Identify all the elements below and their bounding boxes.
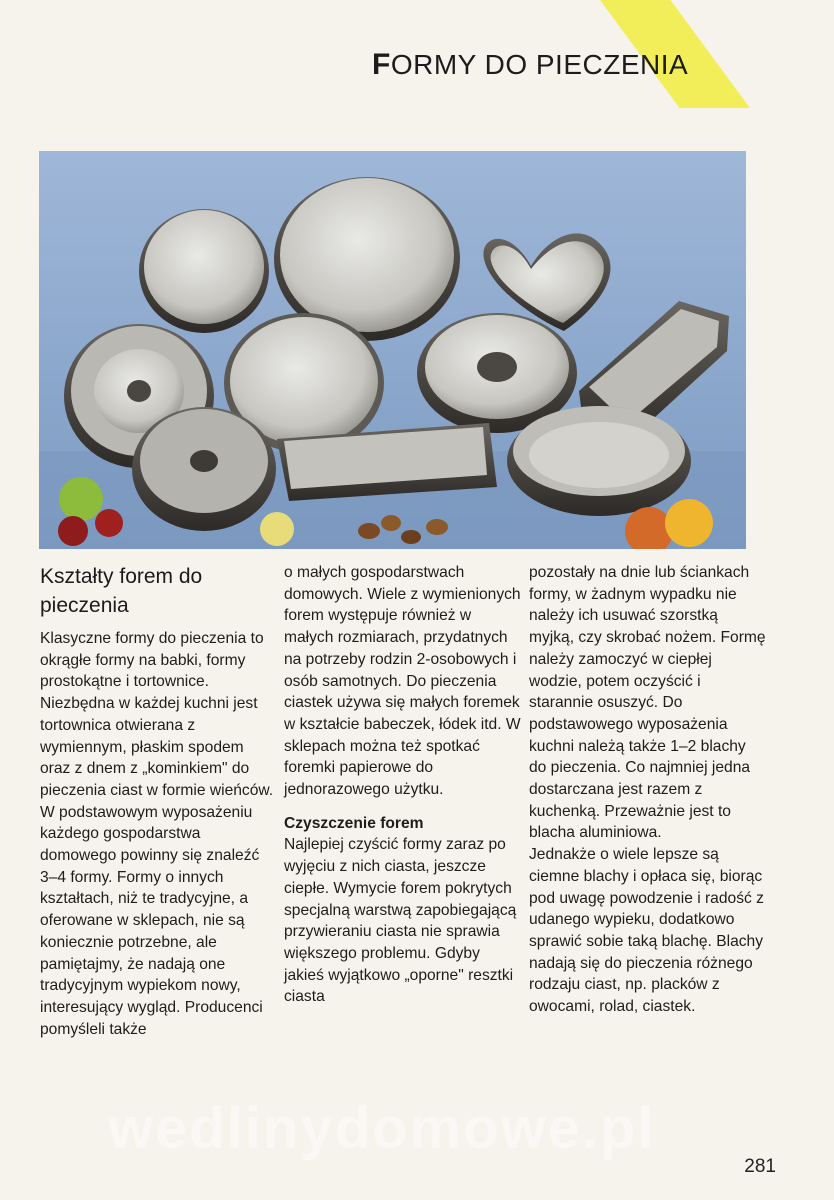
text-column-3 [529,562,767,1018]
page-title [372,48,702,82]
text-column-2 [284,562,522,1008]
page-title-initial: F [372,48,391,81]
watermark: wedlinydomowe.pl [108,1096,656,1161]
paragraph: Klasyczne formy do pieczenia to okrągłe formy na babki, formy prostokątne i tortownice. Niezbędna w każdej kuchni jest tortownica otwierana z wymiennym, płaskim spodem oraz z dnem z „kominkiem" do pieczenia ciast w formie wieńców. [40,630,274,799]
paragraph: Jednakże o wiele lepsze są ciemne blachy i opłaca się, biorąc pod uwagę powodzenie i radość z udanego wypieku, dodatkowo sprawić sobie taką blachę. Blachy nadają się do pieczenia różnego rodzaju ciast, np. placków z owocami, rolad, ciastek. [529,846,764,1016]
text-column-1 [40,562,278,1040]
paragraph: W podstawowym wyposażeniu każdego gospodarstwa domowego powinny się znaleźć 3–4 formy. Formy o innych kształtach, niż te tradycyjne, a oferowane w sklepach, nie są koniecznie potrzebne, ale pamiętajmy, że nadają one tradycyjnym wypiekom nowy, interesujący wygląd. Producenci pomyśleli także [40,803,263,1038]
paragraph: pozostały na dnie lub ściankach formy, w żadnym wypadku nie należy ich usuwać szorstką myjką, czy skrobać nożem. Formę należy zamoczyć w ciepłej wodzie, potem oczyścić i starannie osuszyć. Do podstawowego wyposażenia kuchni należą także 1–2 blachy do pieczenia. Co najmniej jedna dostarczana jest razem z kuchenką. Przeważnie jest to blacha aluminiowa. [529,564,766,842]
section-heading-cleaning: Czyszczenie forem [284,814,424,832]
page-title-rest: ORMY DO PIECZENIA [390,49,689,80]
section-heading-shapes: Kształty forem do pieczenia [40,565,203,617]
page-number: 281 [744,1156,776,1177]
paragraph: Najlepiej czyścić formy zaraz po wyjęciu z nich ciasta, jeszcze ciepłe. Wymycie forem pokrytych specjalną warstwą zapobiegającą przywieraniu ciasta nie sprawia większego problemu. Gdyby jakieś wyjątkowo „oporne" resztki ciasta [284,836,517,1006]
baking-pans-photo [39,151,746,549]
baking-pans-illustration [39,151,746,549]
paragraph: o małych gospodarstwach domowych. Wiele z wymienionych forem występuje również w małych rozmiarach, przydatnych na potrzeby rodzin 2-osobowych i osób samotnych. Do pieczenia ciastek używa się małych foremek w kształcie babeczek, łódek itd. W sklepach można też spotkać foremki papierowe do jednorazowego użytku. [284,564,521,799]
